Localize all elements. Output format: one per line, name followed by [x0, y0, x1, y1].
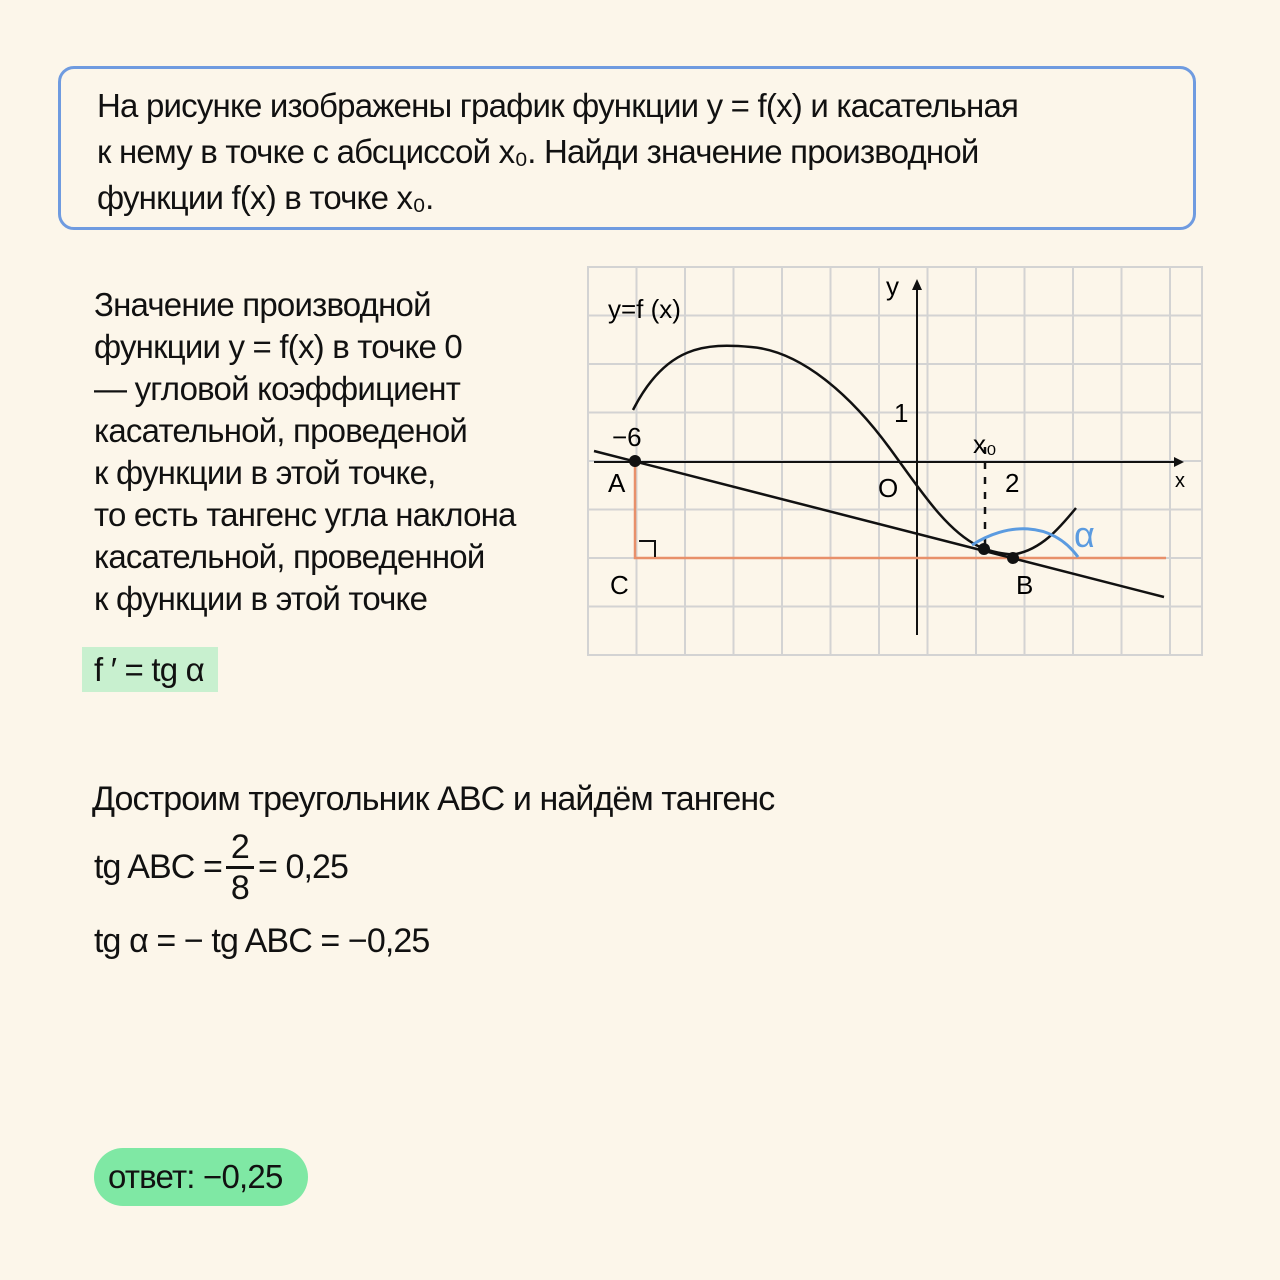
tg-alpha-line: tg α = − tg ABC = −0,25 — [94, 922, 430, 960]
explanation-line: к функции в этой точке, — [94, 454, 436, 491]
point-a-dot — [629, 455, 641, 467]
task-text — [97, 83, 1153, 221]
explanation-line: к функции в этой точке — [94, 580, 428, 617]
tick-xm6-label: −6 — [612, 422, 642, 452]
origin-label: O — [878, 473, 899, 503]
fraction — [226, 830, 254, 905]
x0-label: x₀ — [973, 429, 997, 459]
task-line: функции f(x) в точке x₀. — [97, 179, 434, 216]
angle-alpha-label: α — [1074, 514, 1095, 555]
point-b-label: B — [1016, 570, 1034, 600]
tick-y1-label: 1 — [894, 398, 909, 428]
tangent-point-dot — [978, 543, 990, 555]
tg-abc-prefix: tg ABC = — [94, 848, 222, 886]
point-c-label: C — [610, 570, 629, 600]
fraction-denominator: 8 — [230, 869, 249, 907]
function-label: y=f (x) — [608, 294, 681, 324]
point-a-label: A — [608, 468, 626, 498]
task-line: На рисунке изображены график функции y = f(x) и касательная — [97, 87, 1019, 124]
explanation-line: функции y = f(x) в точке 0 — [94, 328, 462, 365]
tick-x2-label: 2 — [1005, 468, 1020, 498]
explanation-line: касательной, проведенной — [94, 538, 485, 575]
function-graph — [586, 265, 1204, 659]
solution-heading: Достроим треугольник ABC и найдём тангенс — [92, 780, 775, 818]
task-box — [58, 66, 1196, 230]
task-line: к нему в точке с абсциссой x₀. Найди значение производной — [97, 133, 979, 170]
explanation-line: то есть тангенс угла наклона — [94, 496, 516, 533]
derivative-formula: f ′ = tg α — [82, 647, 218, 692]
point-b-dot — [1007, 552, 1019, 564]
tg-abc-result: = 0,25 — [257, 848, 349, 886]
explanation-line: касательной, проведеной — [94, 412, 468, 449]
x-axis-label: x — [1175, 470, 1185, 492]
answer-badge: ответ: −0,25 — [94, 1148, 308, 1206]
tg-abc-line — [94, 830, 348, 905]
explanation-text — [94, 284, 574, 620]
y-axis-label: y — [886, 271, 899, 301]
explanation-line: Значение производной — [94, 286, 431, 323]
fraction-numerator: 2 — [230, 828, 249, 866]
explanation-line: — угловой коэффициент — [94, 370, 461, 407]
